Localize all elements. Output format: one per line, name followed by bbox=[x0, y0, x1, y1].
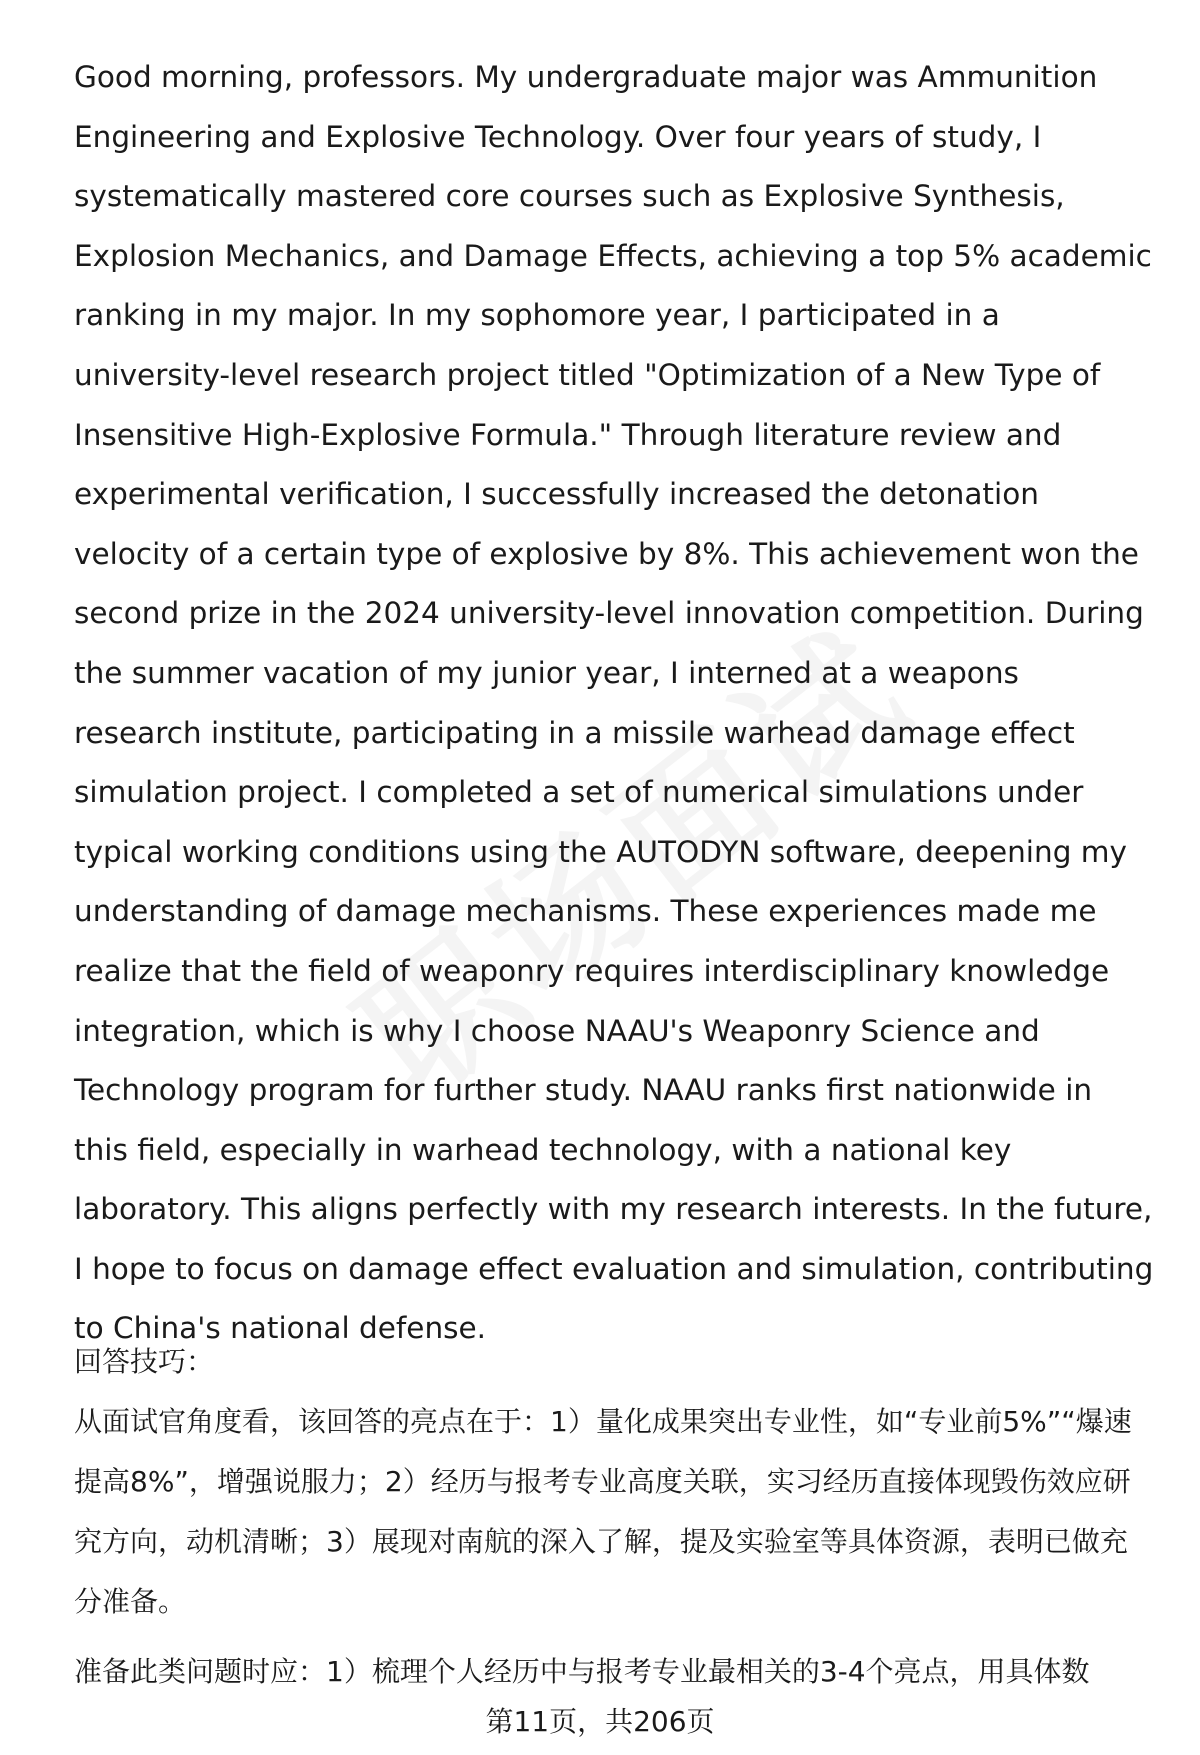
tips-section bbox=[74, 1332, 1154, 1632]
tips-analysis-paragraph: 从面试官角度看，该回答的亮点在于：1）量化成果突出专业性，如“专业前5%”“爆速提高8%”，增强说服力；2）经历与报考专业高度关联，实习经历直接体现毁伤效应研究方向，动机清晰；3）展现对南航的深入了解，提及实验室等具体资源，表明已做充分准备。 bbox=[74, 1405, 1132, 1618]
tips-preparation-paragraph: 准备此类问题时应：1）梳理个人经历中与报考专业最相关的3-4个亮点，用具体数 bbox=[74, 1655, 1090, 1688]
page-number-footer: 第11页，共206页 bbox=[0, 1702, 1200, 1742]
tips-heading: 回答技巧： bbox=[74, 1345, 215, 1378]
answer-paragraph: Good morning, professors. My undergraduate major was Ammunition Engineering and Explosive Technology. Over four years of study, I systematically mastered core courses such as Explosive Synthesis, Explosion Mechanics, and Damage Effects, achieving a top 5% academic ranking in my major. In my sophomore year, I participated in a university-level research project titled "Optimization of a New Type of Insensitive High-Explosive Formula." Through literature review and experimental verification, I successfully increased the detonation velocity of a certain type of explosive by 8%. This achievement won the second prize in the 2024 university-level innovation competition. During the summer vacation of my junior year, I interned at a weapons research institute, participating in a missile warhead damage effect simulation project. I completed a set of numerical simulations under typical working conditions using the AUTODYN software, deepening my understanding of damage mechanisms. These experiences made me realize that the field of weaponry requires interdisciplinary knowledge integration, which is why I choose NAAU's Weaponry Science and Technology program for further study. NAAU ranks first nationwide in this field, especially in warhead technology, with a national key laboratory. This aligns perfectly with my research interests. In the future, I hope to focus on damage effect evaluation and simulation, contributing to China's national defense. bbox=[74, 60, 1154, 1346]
